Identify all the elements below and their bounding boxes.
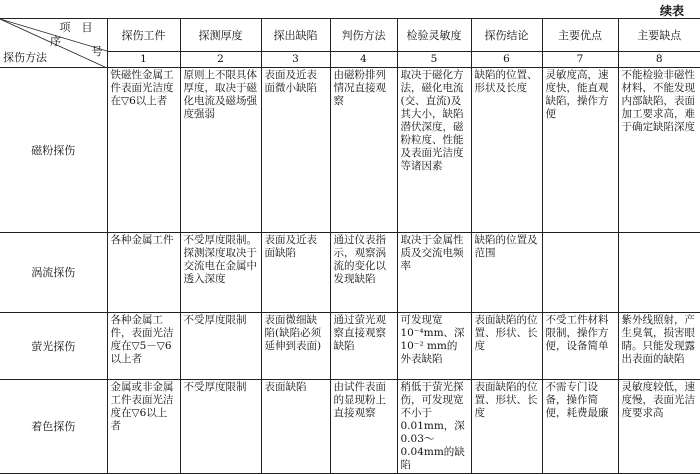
cell-sensitivity: 稍低于萤光探伤，可发现宽不小于0.01mm，深0.03～0.04mm的缺陷: [397, 380, 471, 474]
cell-thickness: 不受厚度限制: [180, 380, 261, 474]
col-number: 6: [471, 52, 542, 68]
cell-judgement: 通过仪表指示，观察涡流的变化以发现缺陷: [330, 233, 397, 313]
cell-thickness: 原则上不限具体厚度，取决于磁化电流及磁场强度强弱: [180, 68, 261, 233]
cell-thickness: 不受厚度限制。探测深度取决于交流电在金属中透入深度: [180, 233, 261, 313]
col-number: 2: [180, 52, 261, 68]
cell-sensitivity: 取决于磁化方法，磁化电流(交、直流)及其大小，缺陷潜伏深度，磁粉粒度、性能及表面光洁度等诸因素: [397, 68, 471, 233]
cell-judgement: 通过萤光观察直接观察缺陷: [330, 313, 397, 380]
cell-conclusion: 缺陷的位置、形状及长度: [471, 68, 542, 233]
cell-defects: 表面及近表面微小缺陷: [261, 68, 330, 233]
cell-advantages: 不受工件材料限制，操作方便，设备简单: [542, 313, 618, 380]
cell-conclusion: 缺陷的位置及范围: [471, 233, 542, 313]
header-row: [0, 19, 700, 52]
cell-sensitivity: 取决于金属性质及交流电频率: [397, 233, 471, 313]
cell-workpiece: 金属或非金属工件表面光洁度在▽6以上者: [107, 380, 180, 474]
continued-label: 续表: [659, 4, 684, 18]
col-number: 1: [107, 52, 180, 68]
col-header-thickness: 探测厚度: [180, 19, 261, 52]
cell-advantages: 灵敏度高，速度快，能直观缺陷，操作方便: [542, 68, 618, 233]
col-number: 4: [330, 52, 397, 68]
col-header-advantages: 主要优点: [542, 19, 618, 52]
cell-defects: 表面缺陷: [261, 380, 330, 474]
col-header-judgement: 判伤方法: [330, 19, 397, 52]
cell-disadvantages: 紫外线照射，产生臭氧，损害眼睛。只能发现露出表面的缺陷: [618, 313, 700, 380]
cell-disadvantages: 灵敏度较低，速度慢，表面光洁度要求高: [618, 380, 700, 474]
cell-advantages: 不需专门设备，操作简便，耗费最廉: [542, 380, 618, 474]
method-name: 磁粉探伤: [0, 68, 107, 233]
corner-seq-label: 序: [50, 35, 61, 48]
corner-header-cell: [0, 19, 107, 68]
corner-item-label: 项 目: [59, 21, 93, 34]
col-number: 5: [397, 52, 471, 68]
method-name: 萤光探伤: [0, 313, 107, 380]
cell-workpiece: 铁磁性金属工件表面光洁度在▽6以上者: [107, 68, 180, 233]
cell-disadvantages: 不能检验非磁性材料，不能发现内部缺陷，表面加工要求高，难于确定缺陷深度: [618, 68, 700, 233]
cell-advantages: [542, 233, 618, 313]
col-header-disadvantages: 主要缺点: [618, 19, 700, 52]
col-number: 7: [542, 52, 618, 68]
table-row-eddy: [0, 233, 700, 313]
corner-num-label: 号: [91, 45, 103, 58]
method-name: 涡流探伤: [0, 233, 107, 313]
cell-sensitivity: 可发现宽10⁻⁴mm、深10⁻² mm的外表缺陷: [397, 313, 471, 380]
table-row-dye: [0, 380, 700, 474]
cell-conclusion: 表面缺陷的位置、形状、长度: [471, 380, 542, 474]
cell-workpiece: 各种金属工件: [107, 233, 180, 313]
col-header-workpiece: 探伤工件: [107, 19, 180, 52]
inspection-methods-table: [0, 18, 700, 474]
cell-judgement: 由试件表面的显现粉上直接观察: [330, 380, 397, 474]
cell-judgement: 由磁粉排列情况直接观察: [330, 68, 397, 233]
table-row-fluorescent: [0, 313, 700, 380]
cell-disadvantages: [618, 233, 700, 313]
col-header-sensitivity: 检验灵敏度: [397, 19, 471, 52]
cell-thickness: 不受厚度限制: [180, 313, 261, 380]
col-header-conclusion: 探伤结论: [471, 19, 542, 52]
col-number: 8: [618, 52, 700, 68]
corner-method-label: 探伤方法: [3, 51, 47, 64]
cell-workpiece: 各种金属工件，表面光洁度在▽5－▽6以上者: [107, 313, 180, 380]
table-row-magnetic: [0, 68, 700, 233]
col-header-defects: 探出缺陷: [261, 19, 330, 52]
cell-defects: 表面微细缺陷(缺陷必须延伸到表面): [261, 313, 330, 380]
cell-conclusion: 表面缺陷的位置、形状、长度: [471, 313, 542, 380]
method-name: 着色探伤: [0, 380, 107, 474]
col-number: 3: [261, 52, 330, 68]
cell-defects: 表面及近表面缺陷: [261, 233, 330, 313]
